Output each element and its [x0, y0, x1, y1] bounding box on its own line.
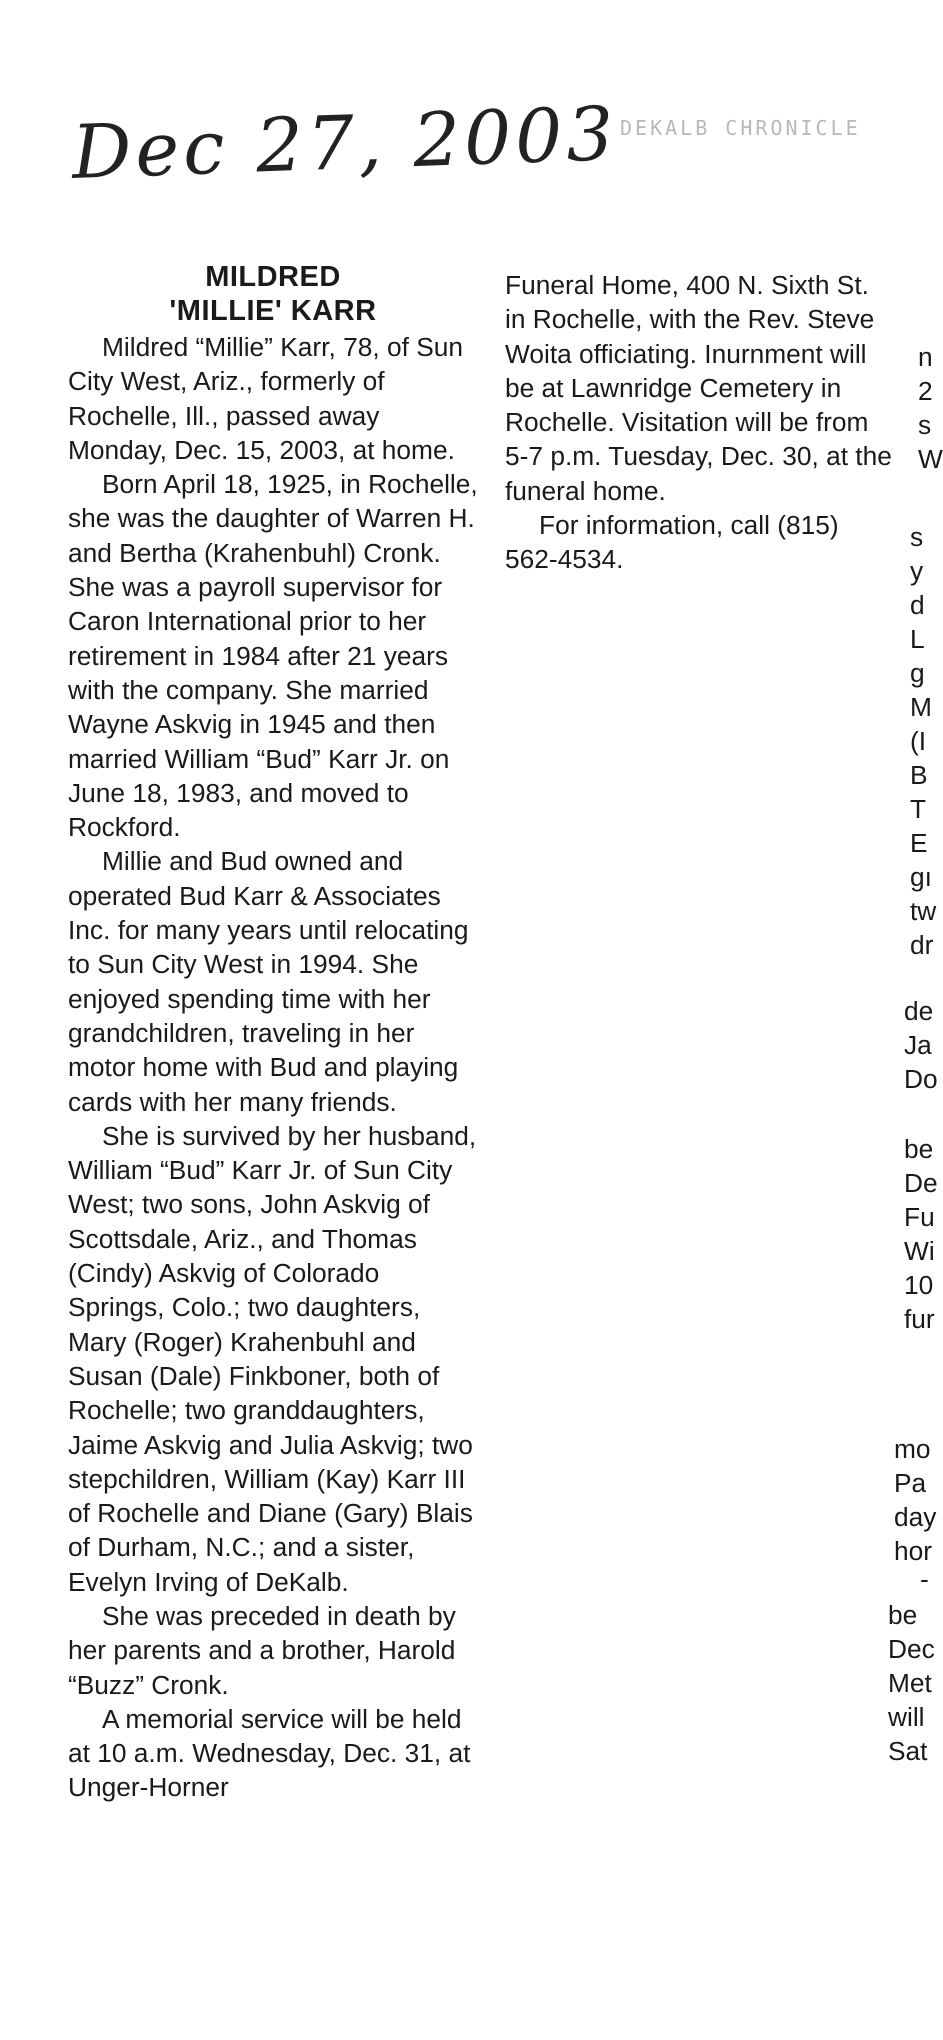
fragment-text: s — [918, 410, 932, 440]
fragment-text: will — [888, 1702, 925, 1732]
fragment-text: B — [910, 760, 928, 790]
fragment-text: L — [910, 624, 925, 654]
fragment-text: Met — [888, 1668, 932, 1698]
fragment-text: T — [910, 794, 927, 824]
paragraph: Mildred “Millie” Karr, 78, of Sun City West, Ariz., formerly of Rochelle, Ill., passed away Monday, Dec. 15, 2003, at home. — [68, 332, 463, 465]
fragment-text: Sat — [888, 1736, 928, 1766]
paragraph: She was preceded in death by her parents and a brother, Harold “Buzz” Cronk. — [68, 1600, 456, 1700]
fragment-text: be — [888, 1600, 918, 1630]
fragment-text: n — [918, 342, 933, 372]
fragment-text: de — [904, 996, 934, 1026]
paragraph: Funeral Home, 400 N. Sixth St. in Rochelle, with the Rev. Steve Woita officiating. Inurnment will be at Lawnridge Cemetery in Rochelle. Visitation will be from 5-7 p.m. Tuesday, Dec. 30, at the funeral home. — [505, 270, 892, 506]
fragment-text: day — [894, 1502, 937, 1532]
fragment-text: W — [918, 444, 943, 474]
paragraph: For information, call (815) 562-4534. — [505, 510, 839, 575]
fragment-text: Wi — [904, 1236, 935, 1266]
obituary-headline — [68, 260, 478, 328]
fragment-text: mo — [894, 1434, 931, 1464]
paragraph: She is survived by her husband, William “Bud” Karr Jr. of Sun City West; two sons, John Askvig of Scottsdale, Ariz., and Thomas (Cindy) Askvig of Colorado Springs, Colo.; two daughters, Mary (Roger) Krahenbuhl and Susan (Dale) Finkboner, both of Rochelle; two granddaughters, Jaime Askvig and Julia Askvig; two stepchildren, William (Kay) Karr III of Rochelle and Diane (Gary) Blais of Durham, N.C.; and a sister, Evelyn Irving of DeKalb. — [68, 1120, 477, 1597]
fragment-text: d — [910, 590, 925, 620]
fragment-text: Do — [904, 1064, 938, 1094]
fragment-text: Ja — [904, 1030, 932, 1060]
headline-line-2: 'MILLIE' KARR — [169, 295, 377, 327]
fragment-text: De — [904, 1168, 938, 1198]
article-column-2 — [505, 268, 895, 577]
paragraph: Born April 18, 1925, in Rochelle, she was the daughter of Warren H. and Bertha (Krahenbuhl) Cronk. She was a payroll supervisor for Caron International prior to her retirement in 1984 after 21 years with the company. She married Wayne Askvig in 1945 and then married William “Bud” Karr Jr. on June 18, 1983, and moved to Rockford. — [68, 469, 478, 843]
fragment-text: fur — [904, 1304, 935, 1334]
fragment-text: be — [904, 1134, 934, 1164]
fragment-text: tw — [910, 896, 937, 926]
fragment-text: g — [910, 658, 925, 688]
fragment-text: 10 — [904, 1270, 934, 1300]
fragment-text: M — [910, 692, 932, 722]
fragment-text: dr — [910, 930, 934, 960]
fragment-text: Pa — [894, 1468, 927, 1498]
fragment-text: Fu — [904, 1202, 935, 1232]
fragment-text: hor — [894, 1536, 933, 1566]
paragraph: Millie and Bud owned and operated Bud Karr & Associates Inc. for many years until relocating to Sun City West in 1994. She enjoyed spending time with her grandchildren, traveling in her motor home with Bud and playing cards with her many friends. — [68, 846, 469, 1117]
paragraph: A memorial service will be held at 10 a.m. Wednesday, Dec. 31, at Unger-Horner — [68, 1703, 471, 1803]
fragment-text: E — [910, 828, 928, 858]
fragment-text: Dec — [888, 1634, 935, 1664]
adjacent-article-fragments — [880, 300, 943, 1860]
fragment-text: 2 — [918, 376, 933, 406]
fragment-text: (I — [910, 726, 927, 756]
handwritten-date: Dec 27, 2003 — [70, 90, 619, 196]
fragment-text: y — [910, 556, 924, 586]
faded-masthead: DEKALB CHRONICLE — [620, 116, 861, 140]
article-column-1 — [68, 260, 478, 1805]
headline-line-1: MILDRED — [205, 261, 341, 293]
fragment-text: - — [920, 1564, 929, 1594]
fragment-text: s — [910, 522, 924, 552]
fragment-text: gı — [910, 862, 932, 892]
